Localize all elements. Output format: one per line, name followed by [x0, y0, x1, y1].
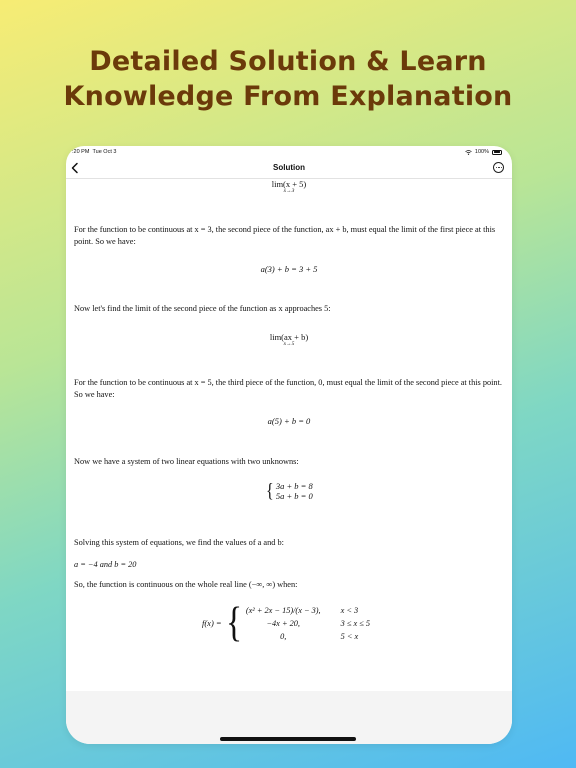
piecewise-table [246, 604, 376, 643]
equation-2: a(5) + b = 0 [267, 416, 311, 426]
status-right [465, 149, 502, 155]
limit-2-expr: lim(ax + b) [269, 332, 309, 342]
piece-row [246, 617, 376, 630]
headline-line-1: Detailed Solution & Learn [89, 46, 487, 77]
values-line: a = −4 and b = 20 [74, 560, 137, 569]
status-time-date [72, 149, 116, 155]
device-screen [66, 146, 512, 744]
headline-line-2: Knowledge From Explanation [63, 81, 513, 112]
piece-row [246, 604, 376, 617]
nav-title: Solution [273, 163, 305, 172]
left-brace-icon: { [225, 600, 242, 646]
paragraph-5: Solving this system of equations, we find the values of a and b: [74, 538, 284, 547]
piece-cond: 5 < x [340, 631, 359, 641]
status-time: :20 PM [72, 149, 90, 155]
limit-2-sub: x→5 [283, 341, 295, 347]
paragraph-4: Now we have a system of two linear equations with two unknowns: [74, 457, 299, 466]
limit-expression-2 [66, 332, 512, 347]
piece-cond: 3 ≤ x ≤ 5 [340, 618, 371, 628]
wifi-icon [465, 150, 472, 155]
piecewise-function [66, 600, 512, 646]
battery-icon [492, 150, 502, 155]
home-indicator[interactable] [220, 737, 356, 741]
solution-content [66, 179, 512, 691]
equation-1: a(3) + b = 3 + 5 [260, 264, 318, 274]
piece-expr: 0, [280, 631, 287, 641]
system-row-2: 5a + b = 0 [275, 491, 313, 501]
equation-system [66, 481, 512, 501]
paragraph-1: For the function to be continuous at x = 3, the second piece of the function, ax + b, must equal the limit of the first piece at this point. So we have: [74, 225, 496, 246]
limit-1-expr: lim(x + 5) [271, 179, 307, 189]
paragraph-6: So, the function is continuous on the whole real line (−∞, ∞) when: [74, 580, 298, 589]
status-bar [66, 146, 512, 156]
function-lhs: f(x) = [201, 618, 222, 628]
limit-1-sub: x→3 [283, 188, 295, 194]
piece-expr: (x² + 2x − 15)/(x − 3), [245, 605, 321, 615]
paragraph-2: Now let's find the limit of the second piece of the function as x approaches 5: [74, 304, 331, 313]
system-row-1: 3a + b = 8 [275, 481, 313, 491]
paragraph-3: For the function to be continuous at x = 5, the third piece of the function, 0, must equal the limit of the second piece at this point. So we have: [74, 378, 502, 399]
status-date: Tue Oct 3 [92, 149, 117, 155]
piece-row [246, 630, 376, 643]
headline [0, 44, 576, 114]
battery-percent: 100% [474, 149, 489, 155]
ellipsis-circle-icon[interactable] [493, 162, 504, 173]
navigation-bar [66, 158, 512, 179]
piece-expr: −4x + 20, [266, 618, 300, 628]
limit-expression-1 [66, 179, 512, 194]
left-brace-icon: { [266, 480, 274, 502]
piece-cond: x < 3 [340, 605, 359, 615]
